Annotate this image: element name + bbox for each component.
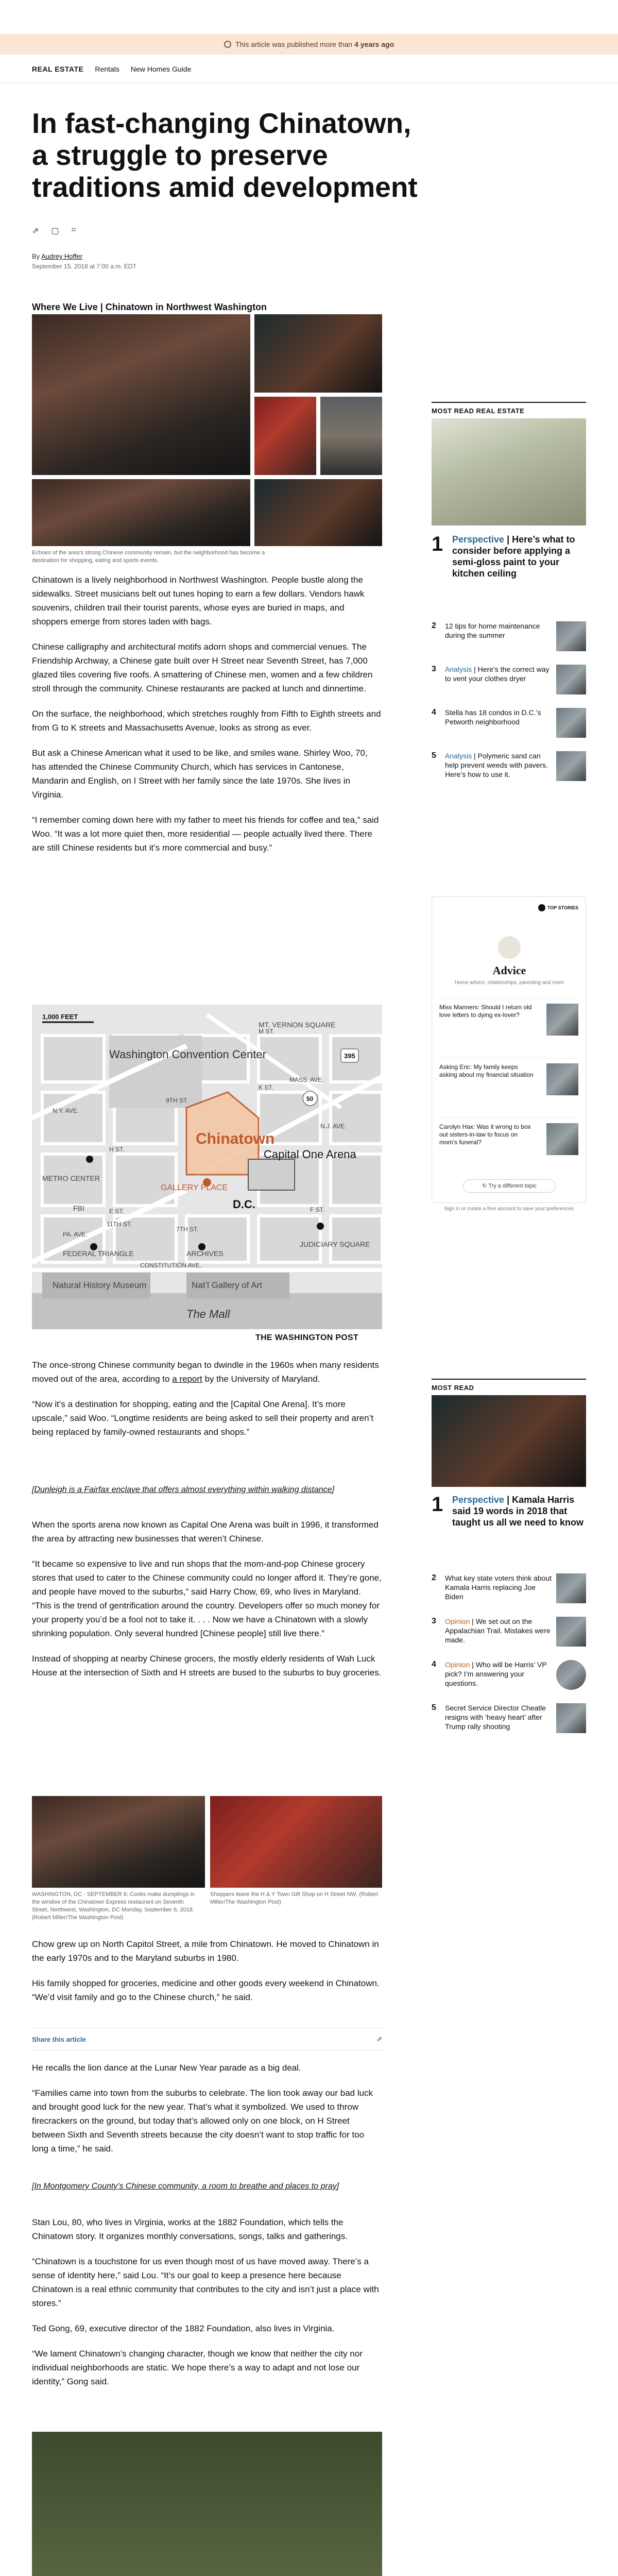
advice-item-thumbnail — [546, 1063, 578, 1095]
paragraph — [32, 1358, 382, 1386]
try-label: Try a different topic — [488, 1183, 537, 1189]
item-headline: 12 tips for home maintenance during the summer — [445, 622, 540, 639]
byline — [32, 252, 82, 260]
map-label-9: 9TH ST. — [166, 1097, 188, 1104]
paragraph: “Chinatown is a touchstone for us even though most of us have moved away. There’s a sense of identity here,” said Lou. “It’s our goal to keep a presence here because Chinatown is a real ethnic community that contributes to the city and isn’t just a place with stores.” — [32, 2257, 379, 2308]
try-different-topic-button[interactable] — [463, 1179, 556, 1193]
item-number: 3 — [432, 665, 436, 673]
item-text: Opinion | We set out on the Appalachian Trail. Mistakes were made. — [445, 1617, 551, 1644]
paragraph: Stan Lou, 80, who lives in Virginia, works at the 1882 Foundation, which tells the Chinatown story. It organizes monthly conversations, songs, talks and gatherings. — [32, 2217, 348, 2241]
item-number: 4 — [432, 1660, 436, 1669]
item-label: Analysis — [445, 752, 472, 760]
signin-prompt[interactable]: Sign in or create a free account to save your preferences — [444, 1206, 574, 1212]
map-label-h: H ST. — [109, 1146, 125, 1153]
map-label-k: K ST. — [259, 1084, 273, 1091]
item-headline: Here’s the correct way to vent your clothes dryer — [445, 665, 550, 683]
lead-caption: Echoes of the area’s strong Chinese community remain, but the neighborhood has become a destination for shopping, eating and sports events. — [32, 550, 265, 564]
paragraph: Instead of shopping at nearby Chinese grocers, the mostly elderly residents of Wah Luck House at the intersection of Sixth and H streets are bused to the suburbs to buy groceries. — [32, 1654, 382, 1677]
map-label-capitalone: Capital One Arena — [264, 1148, 356, 1161]
item-headline: We set out on the Appalachian Trail. Mistakes were made. — [445, 1617, 551, 1644]
mr-lead-photo[interactable] — [432, 1395, 586, 1487]
author-link[interactable]: Audrey Hoffer — [41, 252, 83, 260]
item-thumbnail — [556, 1617, 586, 1647]
article-body-5 — [32, 2061, 382, 2167]
section-nav — [32, 65, 191, 73]
map-label-395: 395 — [344, 1052, 355, 1060]
advice-item-text: Carolyn Hax: Was it wrong to box out sisters-in-law to focus on mom’s funeral? — [439, 1123, 531, 1146]
map-label-fbi: FBI — [73, 1204, 84, 1212]
item-text — [445, 1703, 553, 1733]
item-thumbnail — [556, 1660, 586, 1690]
article-body-3 — [32, 1518, 382, 1691]
wp-logo-icon — [538, 904, 545, 911]
advice-item[interactable] — [439, 1117, 578, 1155]
item-text: Analysis | Here’s the correct way to vent your clothes dryer — [445, 665, 550, 683]
map-label-chinatown: Chinatown — [196, 1130, 275, 1147]
item-label: Opinion — [445, 1617, 470, 1625]
archive-notice — [0, 34, 618, 55]
paragraph: Chow grew up on North Capitol Street, a mile from Chinatown. He moved to Chinatown in the early 1970s and to the Maryland suburbs in 1980. — [32, 1939, 379, 1963]
map-label-const: CONSTITUTION AVE. — [140, 1262, 202, 1269]
item-thumbnail — [556, 1703, 586, 1733]
item-text — [445, 708, 553, 738]
paragraph: Chinatown is a lively neighborhood in Northwest Washington. People bustle along the sidewalks. Street musicians belt out tunes hoping to earn a few dollars. Vendors hawk souvenirs, children trail their tourist parents, whose eyes are buried in maps, and shoppers emerge from stores laden with bags. — [32, 575, 365, 626]
item-thumbnail — [556, 665, 586, 694]
sidebar-title: MOST READ REAL ESTATE — [432, 402, 586, 415]
advice-item-text: Miss Manners: Should I return old love letters to dying ex-lover? — [439, 1004, 532, 1019]
re-lead-headline[interactable]: Perspective | Here’s what to consider before applying a semi-gloss paint to your kitchen ceiling — [452, 534, 575, 579]
tag-text: TOP STORIES — [547, 905, 578, 910]
item-number: 3 — [432, 1617, 436, 1625]
map-label-mall: The Mall — [186, 1308, 230, 1320]
paragraph: He recalls the lion dance at the Lunar New Year parade as a big deal. — [32, 2063, 301, 2073]
paragraph: “I remember coming down here with my father to meet his friends for coffee and tea,” said Woo. “It was a lot more quiet then, more residential — people actually lived there. There are still Chinese residents but it’s more commercial and busy.” — [32, 815, 379, 853]
map-label-50: 50 — [306, 1095, 314, 1103]
paragraph: “Now it’s a destination for shopping, eating and the [Capital One Arena]. It’s more upscale,” said Woo. “Longtime residents are being asked to sell their property and aren’t being replaced by family-owned restaurants and shops.” — [32, 1399, 374, 1437]
article-body-6 — [32, 2215, 382, 2400]
advice-item-thumbnail — [546, 1123, 578, 1155]
map-label-ny: N.Y. AVE. — [53, 1107, 79, 1114]
paragraph-text: by the University of Maryland. — [204, 1374, 320, 1384]
most-read-real-estate — [432, 402, 586, 415]
nav-rentals[interactable]: Rentals — [95, 65, 119, 73]
item-headline: Secret Service Director Cheatle resigns with ‘heavy heart’ after Trump rally shooting — [445, 1704, 546, 1731]
item-label: Opinion — [445, 1660, 470, 1669]
map-label-archives: ARCHIVES — [186, 1249, 224, 1258]
re-item[interactable] — [432, 751, 586, 781]
map-label-mt-vernon: MT. VERNON SQUARE — [259, 1021, 336, 1029]
item-thumbnail — [556, 708, 586, 738]
share-arrow-icon: ⇗ — [376, 2035, 382, 2043]
item-number: 5 — [432, 751, 436, 760]
item-thumbnail — [556, 621, 586, 651]
lead-photo-sidewalk — [32, 479, 250, 546]
chinatown-park-photo — [32, 2432, 382, 2576]
map-label-11: 11TH ST. — [107, 1221, 132, 1228]
paragraph: “It became so expensive to live and run shops that the mom-and-pop Chinese grocery stores that used to cater to the Chinese community could no longer afford it. They’re gone, and people have moved to the suburbs,” said Harry Chow, 69, who lives in Maryland. “This is the trend of gentrification around the country. Developers offer so much money for your property you’d be a fool not to take it. . . . Now we have a Chinatown with a slowly shrinking population. Only several hundred [Chinese people] still live there.” — [32, 1559, 382, 1638]
paragraph-text: The once-strong Chinese community began to dwindle in the 1960s when many residents moved out of the area, according to — [32, 1360, 379, 1384]
item-number: 5 — [432, 1703, 436, 1712]
mr-item[interactable] — [432, 1617, 586, 1647]
map-label-convention: Washington Convention Center — [109, 1048, 266, 1061]
map-label-m: M ST. — [259, 1028, 274, 1035]
item-headline: What key state voters think about Kamala Harris replacing Joe Biden — [445, 1574, 552, 1601]
notice-age: 4 years ago — [354, 40, 394, 48]
advice-item-text: Asking Eric: My family keeps asking about my financial situation — [439, 1063, 534, 1078]
share-icon[interactable]: ⇗ — [32, 227, 39, 235]
share-tools — [32, 226, 76, 236]
item-text: Opinion | Who will be Harris’ VP pick? I’m answering your questions. — [445, 1660, 547, 1687]
mr-lead-label: Perspective — [452, 1495, 505, 1505]
item-number: 2 — [432, 1573, 436, 1582]
item-number: 4 — [432, 708, 436, 717]
mr-item[interactable] — [432, 1660, 586, 1690]
notice-prefix: This article was published more than — [235, 40, 353, 48]
paragraph: But ask a Chinese American what it used to be like, and smiles wane. Shirley Woo, 70, has attended the Chinese Community Church, which has services in Cantonese, Mandarin and English, on I Street with her family since the late 1970s. She lives in Virginia. — [32, 748, 368, 800]
related-article-link[interactable]: In Montgomery County’s Chinese community, a room to breathe and places to pray — [34, 2182, 337, 2191]
paragraph: His family shopped for groceries, medicine and other goods every weekend in Chinatown. “We’d visit family and go to the Chinese church,” he said. — [32, 1978, 380, 2002]
re-item[interactable] — [432, 665, 586, 694]
item-text — [445, 621, 553, 651]
report-link[interactable]: a report — [172, 1374, 202, 1384]
advice-item[interactable] — [439, 1058, 578, 1095]
lead-photo-restaurant — [254, 479, 382, 546]
dumplings-photo — [32, 1796, 205, 1888]
re-item[interactable] — [432, 621, 586, 651]
map-label-7: 7TH ST. — [176, 1226, 199, 1233]
advice-subtitle: Home advice, relationships, parenting and more — [454, 980, 564, 986]
bookmark-icon[interactable]: ⌗ — [71, 226, 76, 234]
mr-item[interactable] — [432, 1703, 586, 1733]
article-body-4 — [32, 1937, 382, 2015]
article-body-2 — [32, 1358, 382, 1450]
item-text — [445, 1573, 553, 1603]
mr-lead-headline[interactable]: Perspective | Kamala Harris said 19 words in 2018 that taught us all we need to know — [452, 1495, 584, 1528]
map-label-judiciary: JUDICIARY SQUARE — [300, 1240, 370, 1248]
advice-module — [432, 896, 586, 1203]
item-headline: Polymeric sand can help prevent weeds with pavers. Here’s how to use it. — [445, 752, 548, 778]
publish-date: September 15, 2018 at 7:00 a.m. EDT — [32, 263, 136, 270]
map-label-nat-hist: Natural History Museum — [53, 1280, 147, 1290]
map-credit: THE WASHINGTON POST — [255, 1333, 359, 1342]
map-label-e: E ST. — [109, 1208, 124, 1215]
map-label-metro: METRO CENTER — [42, 1174, 100, 1182]
chinatown-map — [32, 1005, 382, 1329]
share-article-label: Share this article — [32, 2035, 86, 2043]
sidebar-title: MOST READ — [432, 1379, 586, 1392]
nav-new-homes-guide[interactable]: New Homes Guide — [130, 65, 192, 73]
article-kicker: Where We Live | Chinatown in Northwest Washington — [32, 302, 267, 312]
related-link-2: [In Montgomery County’s Chinese community, a room to breathe and places to pray] — [32, 2182, 339, 2191]
item-text: Analysis | Polymeric sand can help prevent weeds with pavers. Here’s how to use it. — [445, 752, 548, 778]
byline-prefix: By — [32, 252, 40, 260]
advice-icon — [498, 936, 521, 959]
advice-heading: Advice — [492, 964, 526, 977]
caption-right: Shoppers leave the H & Y Town Gift Shop on H Street NW. (Robert Miller/The Washington Post) — [210, 1891, 378, 1905]
item-headline: Stella has 18 condos in D.C.’s Petworth neighborhood — [445, 708, 541, 726]
related-link-1: [Dunleigh is a Fairfax enclave that offers almost everything within walking distance] — [32, 1485, 334, 1494]
mr-item[interactable] — [432, 1573, 586, 1603]
page-title: In fast-changing Chinatown, a struggle to preserve traditions amid development — [32, 107, 418, 203]
paragraph: “We lament Chinatown’s changing character, though we know that neither the city nor individual neighborhoods are static. We hope there’s a way to adapt and not lose our identity,” Gong said. — [32, 2349, 363, 2386]
mr-lead-title-text: Kamala Harris said 19 words in 2018 that taught us all we need to know — [452, 1495, 584, 1528]
article-body-1 — [32, 573, 382, 866]
re-lead-title-text: Here’s what to consider before applying a semi-gloss paint to your kitchen ceiling — [452, 534, 575, 579]
refresh-icon: ↻ — [482, 1183, 487, 1189]
related-article-link[interactable]: Dunleigh is a Fairfax enclave that offers almost everything within walking distance — [34, 1485, 332, 1494]
top-stories-tag — [538, 904, 578, 911]
advice-item-thumbnail — [546, 1004, 578, 1036]
paragraph: Ted Gong, 69, executive director of the 1882 Foundation, also lives in Virginia. — [32, 2324, 335, 2333]
map-label-nj: N.J. AVE. — [320, 1123, 347, 1130]
map-label-gallery: GALLERY PLACE — [161, 1183, 228, 1192]
lead-photo-shop — [254, 314, 382, 393]
nav-divider — [0, 82, 618, 83]
paragraph: Chinese calligraphy and architectural motifs adorn shops and commercial venues. The Friendship Archway, a Chinese gate built over H Street near Seventh Street, has 7,000 glazed tiles covering five roofs. A smattering of Chinese men, women and a few children stroll through the community. Chinese restaurants are packed at lunch and dinnertime. — [32, 642, 373, 693]
most-read — [432, 1379, 586, 1392]
map-label-f: F ST. — [310, 1206, 325, 1213]
gift-shop-photo — [210, 1796, 382, 1888]
share-article-bar[interactable] — [32, 2028, 382, 2050]
re-item[interactable] — [432, 708, 586, 738]
map-label-mass: MASS. AVE. — [289, 1076, 324, 1083]
paragraph: “Families came into town from the suburbs to celebrate. The lion took away our bad luck and brought good luck for the new year. That’s what it symbolized. We used to throw firecrackers on the ground, but today that’s allowed only on one block, on H Street between Sixth and Seventh streets because the city doesn’t want to stop traffic for too long a time,” he said. — [32, 2088, 373, 2154]
paragraph: When the sports arena now known as Capital One Arena was built in 1996, it transformed the area by attracting new businesses that weren’t Chinese. — [32, 1520, 379, 1544]
item-thumbnail — [556, 1573, 586, 1603]
nav-real-estate[interactable]: REAL ESTATE — [32, 65, 84, 73]
map-label-dc: D.C. — [233, 1198, 255, 1211]
map-label-penn: PA. AVE. — [63, 1231, 88, 1238]
advice-item[interactable] — [439, 998, 578, 1036]
lead-photo-gate — [32, 314, 250, 475]
item-label: Analysis — [445, 665, 472, 673]
re-lead-photo[interactable] — [432, 418, 586, 526]
comment-icon[interactable]: ▢ — [51, 227, 59, 235]
clock-icon — [224, 41, 231, 48]
item-headline: Who will be Harris’ VP pick? I’m answering your questions. — [445, 1660, 547, 1687]
re-lead-number: 1 — [432, 533, 443, 555]
map-label-nga: Nat’l Gallery of Art — [192, 1280, 262, 1290]
item-thumbnail — [556, 751, 586, 781]
lead-photo-red — [254, 397, 316, 475]
map-scale: 1,000 FEET — [42, 1013, 78, 1021]
lead-photo-street — [320, 397, 382, 475]
item-number: 2 — [432, 621, 436, 630]
re-lead-label: Perspective — [452, 534, 505, 545]
paragraph: On the surface, the neighborhood, which stretches roughly from Fifth to Eighth streets and from G to K streets and Massachusetts Avenue, looks as strong as ever. — [32, 709, 381, 733]
map-label-federal: FEDERAL TRIANGLE — [63, 1249, 134, 1258]
mr-lead-number: 1 — [432, 1493, 443, 1516]
caption-left: WASHINGTON, DC - SEPTEMBER 6: Cooks make dumplings in the window of the Chinatown Express restaurant on Seventh Street, Northwest, Washington, DC Monday, September 6, 2018. (Robert Miller/The Washington Post) — [32, 1891, 195, 1921]
